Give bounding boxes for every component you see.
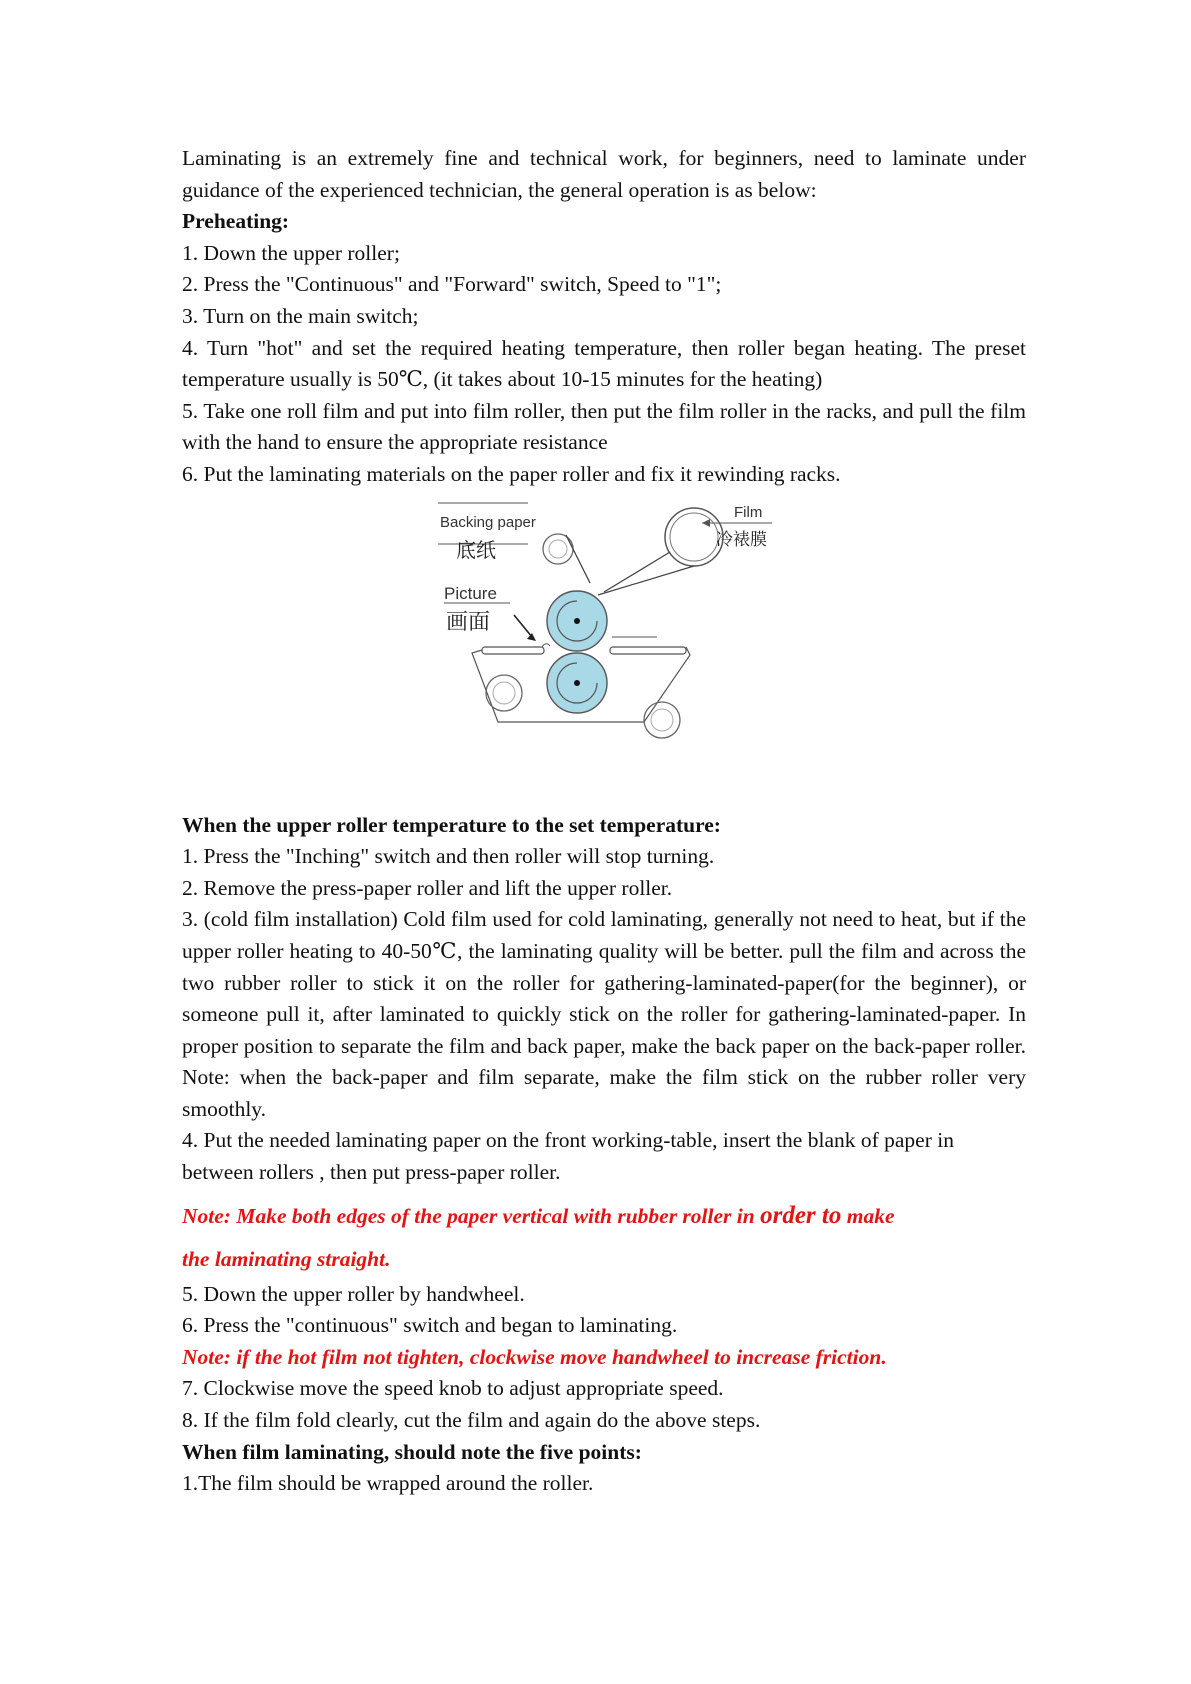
picture-label: Picture [444,583,497,603]
set-temp-step-5: 5. Down the upper roller by handwheel. [182,1281,525,1306]
set-temp-step-3: 3. (cold film installation) Cold film used for cold laminating, generally not need to heat, but if the upper roller heating to 40-50℃, the laminating quality will be better. pull the film and across the two rubber roller to stick it on the roller for gathering-laminated-paper(for the beginner), or someone pull it, after laminated to quickly stick on the roller for gathering-laminated-paper. In proper position to separate the film and back paper, make the back paper on the back-paper roller. Note: when the back-paper and film separate, make the film stick on the rubber roller very smoothly. [182,907,1026,1121]
film-label: Film [734,503,763,521]
picture-cn-label: 画面 [446,608,491,634]
preheating-step-6: 6. Put the laminating materials on the paper roller and fix it rewinding racks. [182,461,841,486]
note-paper-edges-cont: the laminating straight. [182,1246,391,1271]
preheating-step-3: 3. Turn on the main switch; [182,303,419,328]
five-points-item-1: 1.The film should be wrapped around the roller. [182,1471,594,1496]
backing-paper-roller [543,534,573,564]
set-temp-step-6: 6. Press the "continuous" switch and began to laminating. [182,1313,678,1338]
preheating-step-2: 2. Press the "Continuous" and "Forward" switch, Speed to "1"; [182,272,722,297]
front-table [482,647,544,654]
laminator-diagram [432,497,778,767]
five-points-heading: When film laminating, should note the five points: [182,1439,642,1464]
intro-paragraph: Laminating is an extremely fine and technical work, for beginners, need to laminate under guidance of the experienced technician, the general operation is as below: [182,146,1026,202]
right-lower-roller [644,702,680,738]
set-temp-step-4: 4. Put the needed laminating paper on the front working-table, insert the blank of paper in between rollers , then put press-paper roller. [182,1128,954,1185]
left-lower-roller [486,675,522,711]
set-temp-step-8: 8. If the film fold clearly, cut the film and again do the above steps. [182,1408,761,1433]
preheating-step-5: 5. Take one roll film and put into film roller, then put the film roller in the racks, and pull the film with the hand to ensure the appropriate resistance [182,398,1026,455]
set-temp-heading: When the upper roller temperature to the set temperature: [182,812,721,837]
preheating-heading: Preheating: [182,209,290,234]
film-roll [665,508,723,566]
note-paper-edges: Note: Make both edges of the paper vertical with rubber roller in order to make [182,1201,895,1229]
note-hot-film: Note: if the hot film not tighten, clockwise move handwheel to increase friction. [182,1344,887,1369]
back-table [610,647,686,654]
backing-paper-label: Backing paper [440,513,536,531]
set-temp-step-1: 1. Press the "Inching" switch and then roller will stop turning. [182,844,715,869]
preheating-step-1: 1. Down the upper roller; [182,240,400,265]
backing-paper-cn-label: 底纸 [456,539,496,562]
preheating-step-4: 4. Turn "hot" and set the required heating temperature, then roller began heating. The preset temperature usually is 50℃, (it takes about 10-15 minutes for the heating) [182,335,1026,392]
film-cn-label: 冷裱膜 [716,529,767,549]
set-temp-step-7: 7. Clockwise move the speed knob to adjust appropriate speed. [182,1376,724,1401]
document-page [182,143,1026,1500]
set-temp-step-2: 2. Remove the press-paper roller and lift the upper roller. [182,875,673,900]
